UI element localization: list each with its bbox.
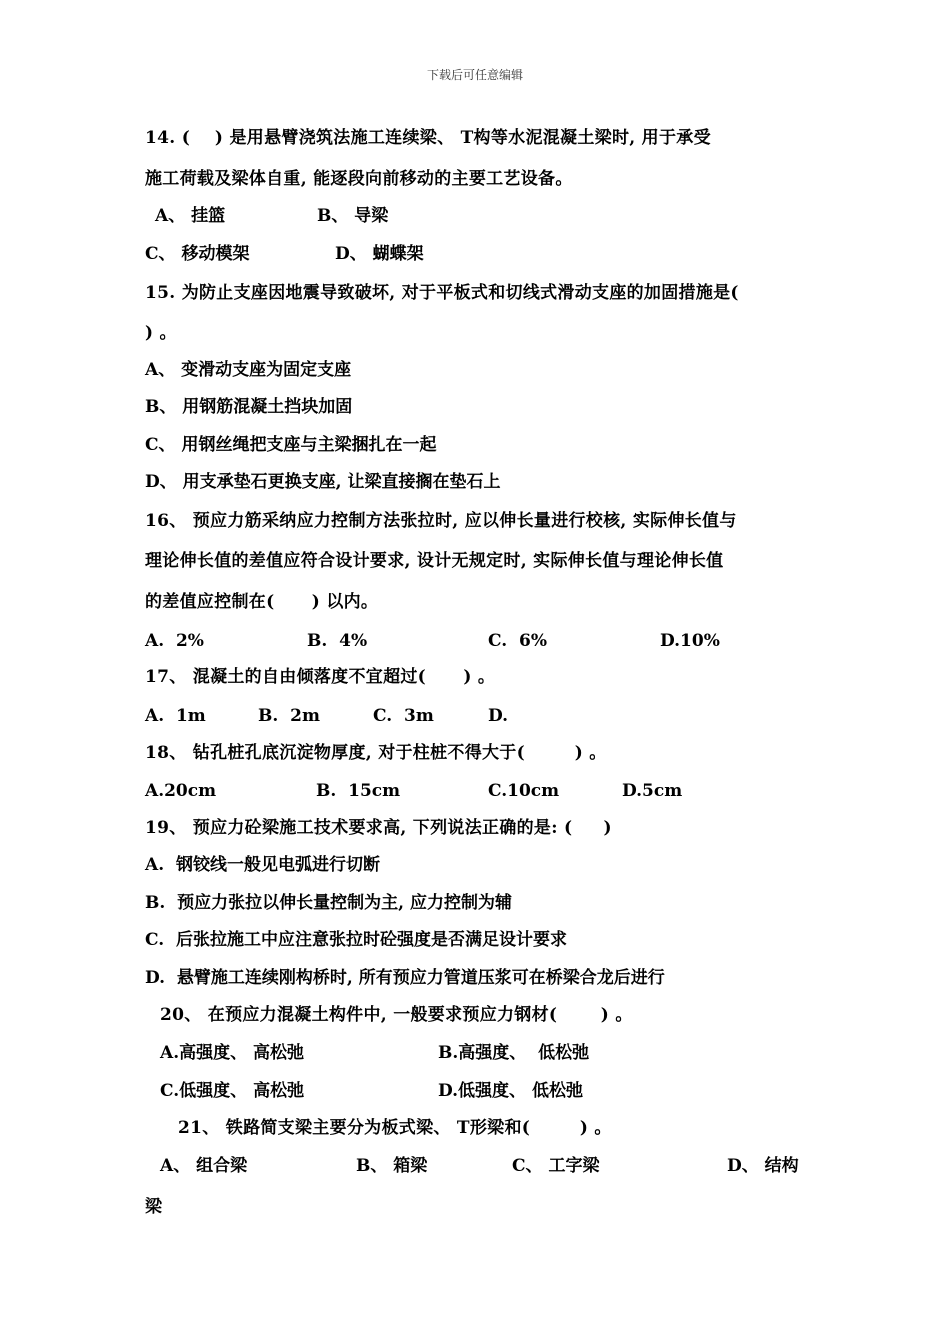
q15-option-a: A、 变滑动支座为固定支座 xyxy=(145,360,352,380)
q15-option-d: D、 用支承垫石更换支座, 让梁直接搁在垫石上 xyxy=(145,472,501,492)
q14-option-a: A、 挂篮 xyxy=(155,206,226,226)
q20-stem-line1: 20、 在预应力混凝土构件中, 一般要求预应力钢材( ) 。 xyxy=(160,1005,633,1025)
q19-option-d: D. 悬臂施工连续刚构桥时, 所有预应力管道压浆可在桥梁合龙后进行 xyxy=(145,968,665,988)
q20-option-a: A.高强度、 高松弛 xyxy=(160,1043,305,1063)
q19-option-a: A. 钢铰线一般见电弧进行切断 xyxy=(145,855,380,875)
q16-stem-line3: 的差值应控制在( ) 以内。 xyxy=(145,592,379,612)
q15-option-c: C、 用钢丝绳把支座与主梁捆扎在一起 xyxy=(145,435,437,455)
q14-option-c: C、 移动模架 xyxy=(145,244,250,264)
q21-option-d-wrap: 梁 xyxy=(145,1197,162,1217)
q15-stem-line1: 15. 为防止支座因地震导致破坏, 对于平板式和切线式滑动支座的加固措施是( xyxy=(145,283,739,303)
q18-option-c: C.10cm xyxy=(488,781,560,801)
q17-option-b: B. 2m xyxy=(258,706,320,726)
q16-option-a: A. 2% xyxy=(145,631,204,651)
q21-option-b: B、 箱梁 xyxy=(356,1156,428,1176)
q16-stem-line2: 理论伸长值的差值应符合设计要求, 设计无规定时, 实际伸长值与理论伸长值 xyxy=(145,551,724,571)
q16-option-d: D.10% xyxy=(660,631,720,651)
q17-stem-line1: 17、 混凝土的自由倾落度不宜超过( ) 。 xyxy=(145,667,496,687)
q17-option-a: A. 1m xyxy=(145,706,206,726)
q15-stem-line2: ) 。 xyxy=(145,323,177,343)
q18-option-b: B. 15cm xyxy=(316,781,401,801)
q18-option-a: A.20cm xyxy=(145,781,217,801)
q19-option-c: C. 后张拉施工中应注意张拉时砼强度是否满足设计要求 xyxy=(145,930,567,950)
q14-option-d: D、 蝴蝶架 xyxy=(335,244,424,264)
q20-option-d: D.低强度、 低松弛 xyxy=(438,1081,583,1101)
q21-option-d: D、 结构 xyxy=(727,1156,799,1176)
q16-option-b: B. 4% xyxy=(307,631,368,651)
q19-option-b: B. 预应力张拉以伸长量控制为主, 应力控制为辅 xyxy=(145,893,512,913)
q16-option-c: C. 6% xyxy=(488,631,547,651)
q21-option-c: C、 工字梁 xyxy=(512,1156,600,1176)
q14-stem-line2: 施工荷载及梁体自重, 能逐段向前移动的主要工艺设备。 xyxy=(145,169,573,189)
q17-option-d: D. xyxy=(488,706,509,726)
q20-option-b: B.高强度、 低松弛 xyxy=(438,1043,590,1063)
q16-stem-line1: 16、 预应力筋采纳应力控制方法张拉时, 应以伸长量进行校核, 实际伸长值与 xyxy=(145,511,737,531)
q21-stem-line1: 21、 铁路简支梁主要分为板式梁、 T形梁和( ) 。 xyxy=(178,1118,612,1138)
q18-option-d: D.5cm xyxy=(622,781,683,801)
q17-option-c: C. 3m xyxy=(373,706,434,726)
q14-stem-line1: 14. ( ) 是用悬臂浇筑法施工连续梁、 T构等水泥混凝土梁时, 用于承受 xyxy=(145,128,711,148)
q15-option-b: B、 用钢筋混凝土挡块加固 xyxy=(145,397,353,417)
q20-option-c: C.低强度、 高松弛 xyxy=(160,1081,305,1101)
q18-stem-line1: 18、 钻孔桩孔底沉淀物厚度, 对于柱桩不得大于( ) 。 xyxy=(145,743,607,763)
q14-option-b: B、 导梁 xyxy=(317,206,389,226)
q19-stem-line1: 19、 预应力砼梁施工技术要求高, 下列说法正确的是: ( ) xyxy=(145,818,612,838)
page-header: 下载后可任意编辑 xyxy=(426,68,523,82)
q21-option-a: A、 组合梁 xyxy=(160,1156,248,1176)
